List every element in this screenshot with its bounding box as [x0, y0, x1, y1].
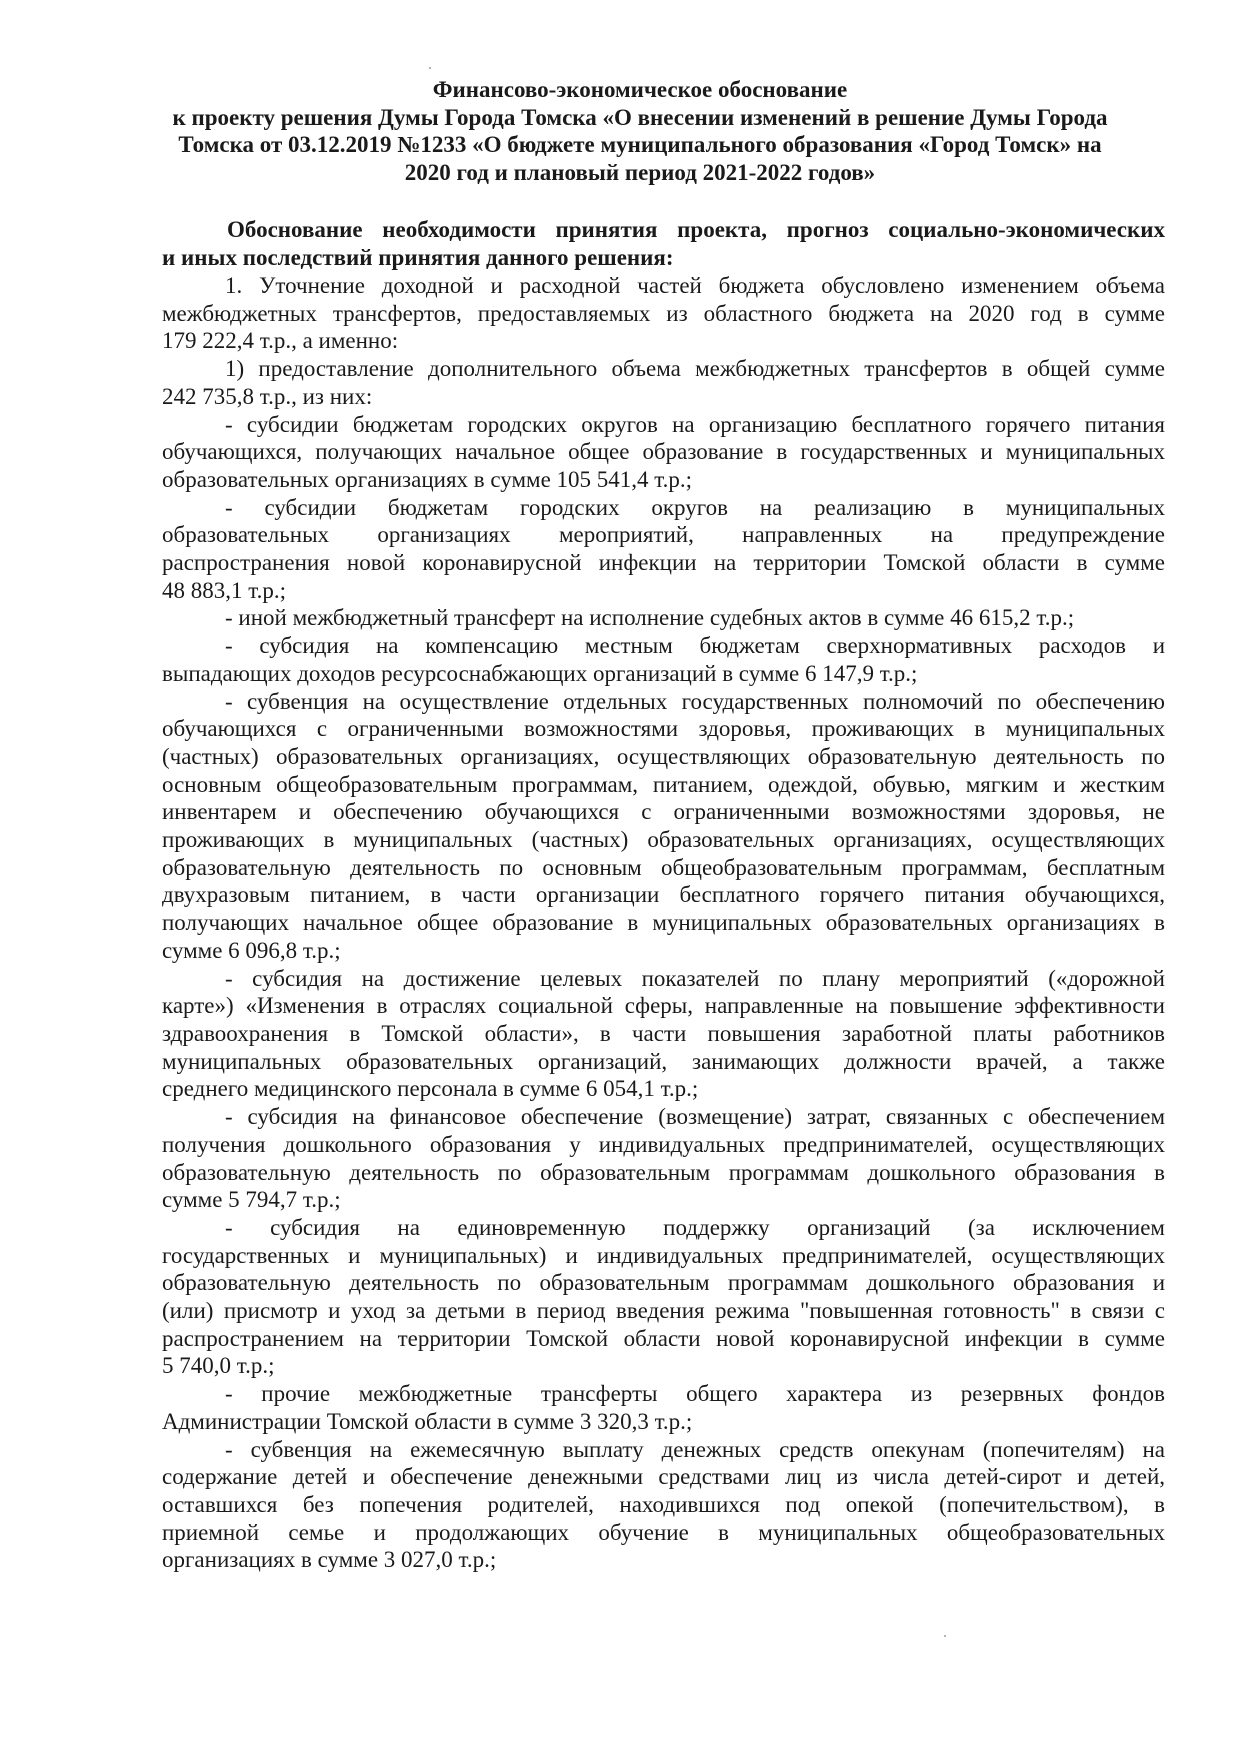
section-heading — [162, 216, 1165, 271]
paragraph-line: образовательную деятельность по основным общеобразовательным программам, бесплатным — [162, 854, 1165, 880]
title-line: Томска от 03.12.2019 №1233 «О бюджете муниципального образования «Город Томск» на — [178, 132, 1102, 157]
paragraph-line: приемной семье и продолжающих обучение в муниципальных общеобразовательных — [162, 1519, 1165, 1545]
title-line: Финансово-экономическое обоснование — [432, 77, 848, 102]
paragraph-line: 242 735,8 т.р., из них: — [162, 383, 373, 409]
paragraph-line: - субсидия на финансовое обеспечение (возмещение) затрат, связанных с обеспечением — [225, 1104, 1165, 1130]
title-line: к проекту решения Думы Города Томска «О внесении изменений в решение Думы Города — [172, 104, 1108, 130]
paragraph-line: обучающихся с ограниченными возможностями здоровья, проживающих в муниципальных — [162, 716, 1165, 742]
paragraph-line: карте») «Изменения в отраслях социальной сферы, направленные на повышение эффективности — [162, 993, 1165, 1019]
paragraph-line: основным общеобразовательным программам, питанием, одеждой, обувью, мягким и жестким — [162, 771, 1165, 797]
paragraph-line: среднего медицинского персонала в сумме 6 054,1 т.р.; — [162, 1076, 699, 1102]
paragraph — [162, 604, 1165, 632]
paragraph — [162, 494, 1165, 605]
paragraph-line: - субвенция на ежемесячную выплату денежных средств опекунам (попечителям) на — [225, 1436, 1165, 1462]
paragraph-line: (частных) образовательных организациях, осуществляющих образовательную деятельность по — [162, 743, 1165, 769]
paragraph-line: получающих начальное общее образование в муниципальных образовательных организациях в — [162, 910, 1165, 936]
paragraph-line: проживающих в муниципальных (частных) образовательных организациях, осуществляющих — [162, 827, 1165, 853]
paragraph — [162, 688, 1165, 965]
paragraph-line: распространением на территории Томской области новой коронавирусной инфекции в сумме — [162, 1325, 1165, 1351]
paragraph — [162, 1214, 1165, 1380]
paragraph-line: распространения новой коронавирусной инфекции на территории Томской области в сумме — [162, 550, 1165, 576]
paragraph-line: сумме 5 794,7 т.р.; — [162, 1187, 341, 1213]
paragraph-line: - субсидии бюджетам городских округов на организацию бесплатного горячего питания — [225, 411, 1165, 437]
paragraph-line: государственных и муниципальных) и индивидуальных предпринимателей, осуществляющих — [162, 1242, 1165, 1268]
paragraph-line: образовательную деятельность по образовательным программам дошкольного образования и — [162, 1270, 1165, 1296]
paragraph-line: 179 222,4 т.р., а именно: — [162, 328, 399, 354]
section-heading-line: Обоснование необходимости принятия проекта, прогноз социально-экономических — [227, 217, 1165, 242]
paragraph-line: здравоохранения в Томской области», в части повышения заработной платы работников — [162, 1020, 1165, 1046]
paragraph — [162, 1103, 1165, 1214]
paragraph-line: получения дошкольного образования у индивидуальных предпринимателей, осуществляющих — [162, 1131, 1165, 1157]
paragraph-line: организациях в сумме 3 027,0 т.р.; — [162, 1547, 497, 1573]
paragraph-line: - субсидия на единовременную поддержку организаций (за исключением — [225, 1214, 1165, 1240]
paragraph-line: содержание детей и обеспечение денежными средствами лиц из числа детей-сирот и детей, — [162, 1464, 1165, 1490]
paragraph-line: муниципальных образовательных организаций, занимающих должности врачей, а также — [162, 1048, 1165, 1074]
paragraph-line: двухразовым питанием, в части организации бесплатного горячего питания обучающихся, — [162, 882, 1165, 908]
paragraph-line: - субсидия на достижение целевых показателей по плану мероприятий («дорожной — [225, 965, 1165, 991]
paragraph-line: 48 883,1 т.р.; — [162, 577, 286, 603]
paragraph — [162, 1380, 1165, 1435]
paragraph-line: образовательную деятельность по образовательным программам дошкольного образования в — [162, 1159, 1165, 1185]
paragraph — [162, 355, 1165, 410]
scan-speck — [429, 67, 431, 69]
paragraph-line: 1. Уточнение доходной и расходной частей бюджета обусловлено изменением объема — [225, 273, 1165, 298]
paragraph-line: образовательных организациях в сумме 105 541,4 т.р.; — [162, 466, 693, 492]
section-heading-line: и иных последствий принятия данного решения: — [162, 244, 674, 270]
paragraph-line: (или) присмотр и уход за детьми в период введения режима "повышенная готовность" в связи с — [162, 1298, 1165, 1324]
paragraph-line: 5 740,0 т.р.; — [162, 1353, 275, 1379]
paragraph-line: выпадающих доходов ресурсоснабжающих организаций в сумме 6 147,9 т.р.; — [162, 660, 918, 686]
paragraph — [162, 1436, 1165, 1575]
paragraph — [162, 272, 1165, 355]
paragraph-line: - субсидия на компенсацию местным бюджетам сверхнормативных расходов и — [225, 633, 1165, 659]
paragraph-line: - субсидии бюджетам городских округов на реализацию в муниципальных — [225, 494, 1165, 520]
scan-speck — [944, 1635, 946, 1637]
paragraph-line: оставшихся без попечения родителей, находившихся под опекой (попечительством), в — [162, 1491, 1165, 1517]
paragraph-line: - субвенция на осуществление отдельных государственных полномочий по обеспечению — [225, 688, 1165, 714]
paragraph-line: 1) предоставление дополнительного объема межбюджетных трансфертов в общей сумме — [225, 356, 1165, 382]
paragraph-line: образовательных организациях мероприятий, направленных на предупреждение — [162, 522, 1165, 548]
paragraph-line: сумме 6 096,8 т.р.; — [162, 937, 341, 963]
document-title — [140, 76, 1140, 186]
paragraph — [162, 632, 1165, 687]
paragraph — [162, 965, 1165, 1104]
paragraph-line: обучающихся, получающих начальное общее образование в государственных и муниципальных — [162, 439, 1165, 465]
paragraph-line: - иной межбюджетный трансферт на исполнение судебных актов в сумме 46 615,2 т.р.; — [225, 605, 1075, 631]
paragraph-line: Администрации Томской области в сумме 3 320,3 т.р.; — [162, 1408, 693, 1434]
paragraph — [162, 411, 1165, 494]
paragraph-line: - прочие межбюджетные трансферты общего характера из резервных фондов — [225, 1381, 1165, 1407]
paragraph-line: межбюджетных трансфертов, предоставляемых из областного бюджета на 2020 год в сумме — [162, 300, 1165, 326]
title-line: 2020 год и плановый период 2021-2022 годов» — [404, 159, 876, 185]
paragraph-line: инвентарем и обеспечению обучающихся с ограниченными возможностями здоровья, не — [162, 799, 1165, 825]
document-body — [162, 272, 1165, 1574]
